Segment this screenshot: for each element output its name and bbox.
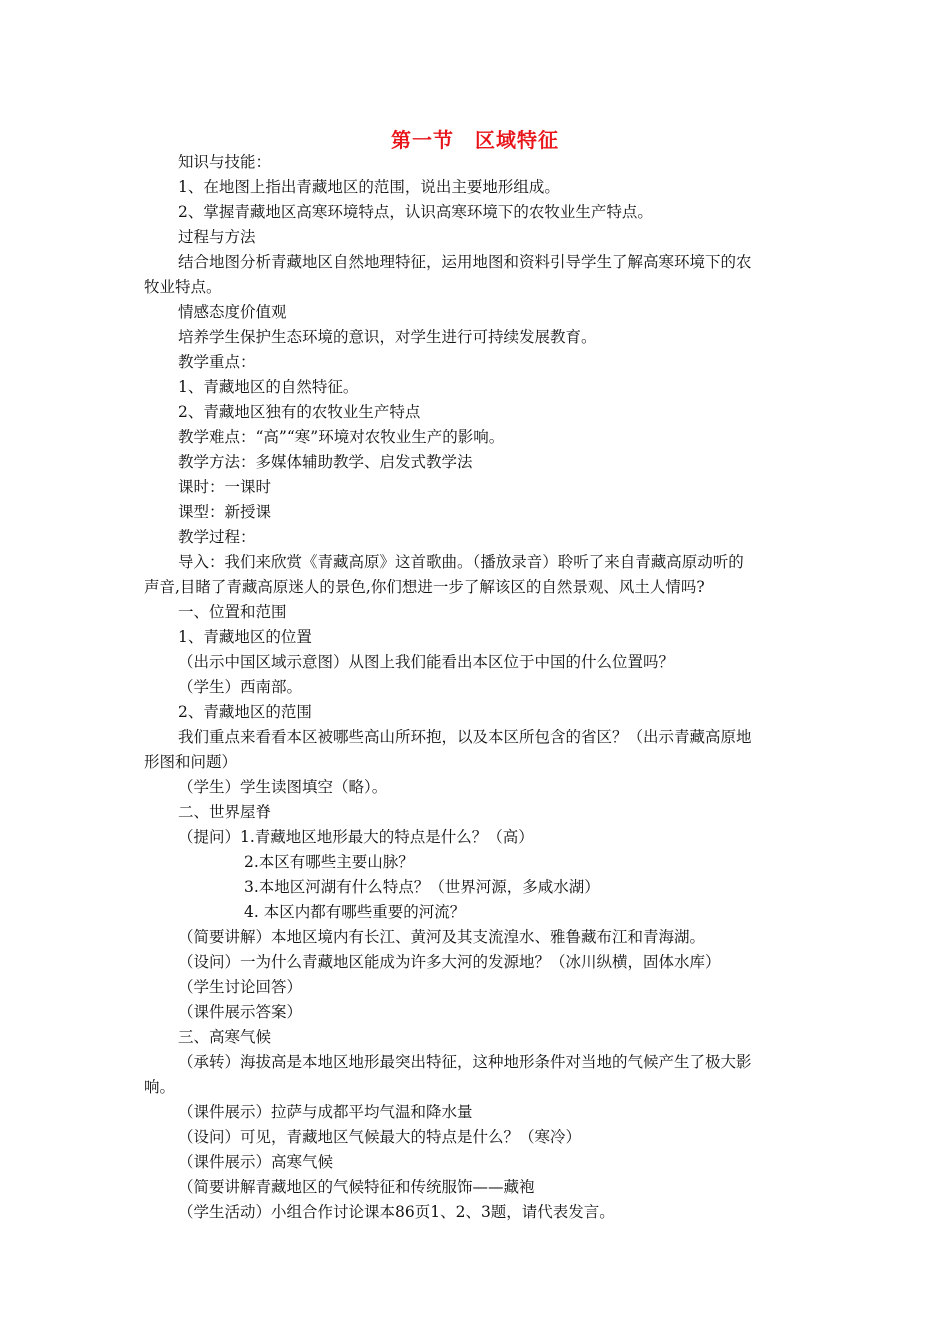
text-line: 2、青藏地区的范围 [178,703,312,721]
text-line: （课件展示）拉萨与成都平均气温和降水量 [178,1103,473,1121]
text-line: （承转）海拔高是本地区地形最突出特征，这种地形条件对当地的气候产生了极大影 [178,1053,752,1071]
text-line: 1、青藏地区的位置 [178,628,312,646]
text-line: 牧业特点。 [144,278,222,296]
text-line: 一、位置和范围 [178,603,287,621]
text-line: 教学重点： [178,353,256,371]
text-line: （学生）西南部。 [178,678,303,696]
text-line: （出示中国区域示意图）从图上我们能看出本区位于中国的什么位置吗？ [178,653,675,671]
text-line: 教学过程： [178,528,256,546]
text-line: 培养学生保护生态环境的意识，对学生进行可持续发展教育。 [178,328,597,346]
text-line: （学生）学生读图填空（略）。 [178,778,388,796]
text-line: 1、青藏地区的自然特征。 [178,378,359,396]
text-line: 教学难点：“高”“寒”环境对农牧业生产的影响。 [178,428,505,446]
text-line: 声音,目睹了青藏高原迷人的景色,你们想进一步了解该区的自然景观、风土人情吗? [144,578,705,596]
text-line: 2.本区有哪些主要山脉？ [244,853,414,871]
text-line: （课件展示）高寒气候 [178,1153,334,1171]
text-line: 结合地图分析青藏地区自然地理特征，运用地图和资料引导学生了解高寒环境下的农 [178,253,752,271]
text-line: （提问）1.青藏地区地形最大的特点是什么？（高） [178,828,534,846]
text-line: 形图和问题） [144,753,238,771]
text-line: 2、青藏地区独有的农牧业生产特点 [178,403,421,421]
text-line: （简要讲解青藏地区的气候特征和传统服饰——藏袍 [178,1178,535,1196]
text-line: 教学方法：多媒体辅助教学、启发式教学法 [178,453,473,471]
text-line: 情感态度价值观 [178,303,287,321]
text-line: （简要讲解）本地区境内有长江、黄河及其支流湟水、雅鲁藏布江和青海湖。 [178,928,706,946]
text-line: 课时：一课时 [178,478,272,496]
text-line: 响。 [144,1078,176,1096]
text-line: 4. 本区内都有哪些重要的河流？ [244,903,466,921]
section-title: 第一节 区域特征 [391,128,559,152]
text-line: 课型：新授课 [178,503,272,521]
text-line: 二、世界屋脊 [178,803,272,821]
text-line: 知识与技能： [178,153,272,171]
text-line: 1、在地图上指出青藏地区的范围，说出主要地形组成。 [178,178,560,196]
text-line: 2、掌握青藏地区高寒环境特点，认识高寒环境下的农牧业生产特点。 [178,203,653,221]
text-line: （课件展示答案） [178,1003,303,1021]
text-line: （学生活动）小组合作讨论课本86页1、2、3题，请代表发言。 [178,1203,615,1221]
text-line: （设问）一为什么青藏地区能成为许多大河的发源地？（冰川纵横，固体水库） [178,953,721,971]
text-line: 3.本地区河湖有什么特点？（世界河源，多咸水湖） [244,878,600,896]
text-line: 我们重点来看看本区被哪些高山所环抱，以及本区所包含的省区？（出示青藏高原地 [178,728,752,746]
text-line: （学生讨论回答） [178,978,303,996]
text-line: 过程与方法 [178,228,256,246]
text-line: 导入：我们来欣赏《青藏高原》这首歌曲。（播放录音）聆听了来自青藏高原动听的 [178,553,744,571]
text-line: （设问）可见，青藏地区气候最大的特点是什么？（寒冷） [178,1128,582,1146]
text-line: 三、高寒气候 [178,1028,272,1046]
document-body [144,150,814,1225]
